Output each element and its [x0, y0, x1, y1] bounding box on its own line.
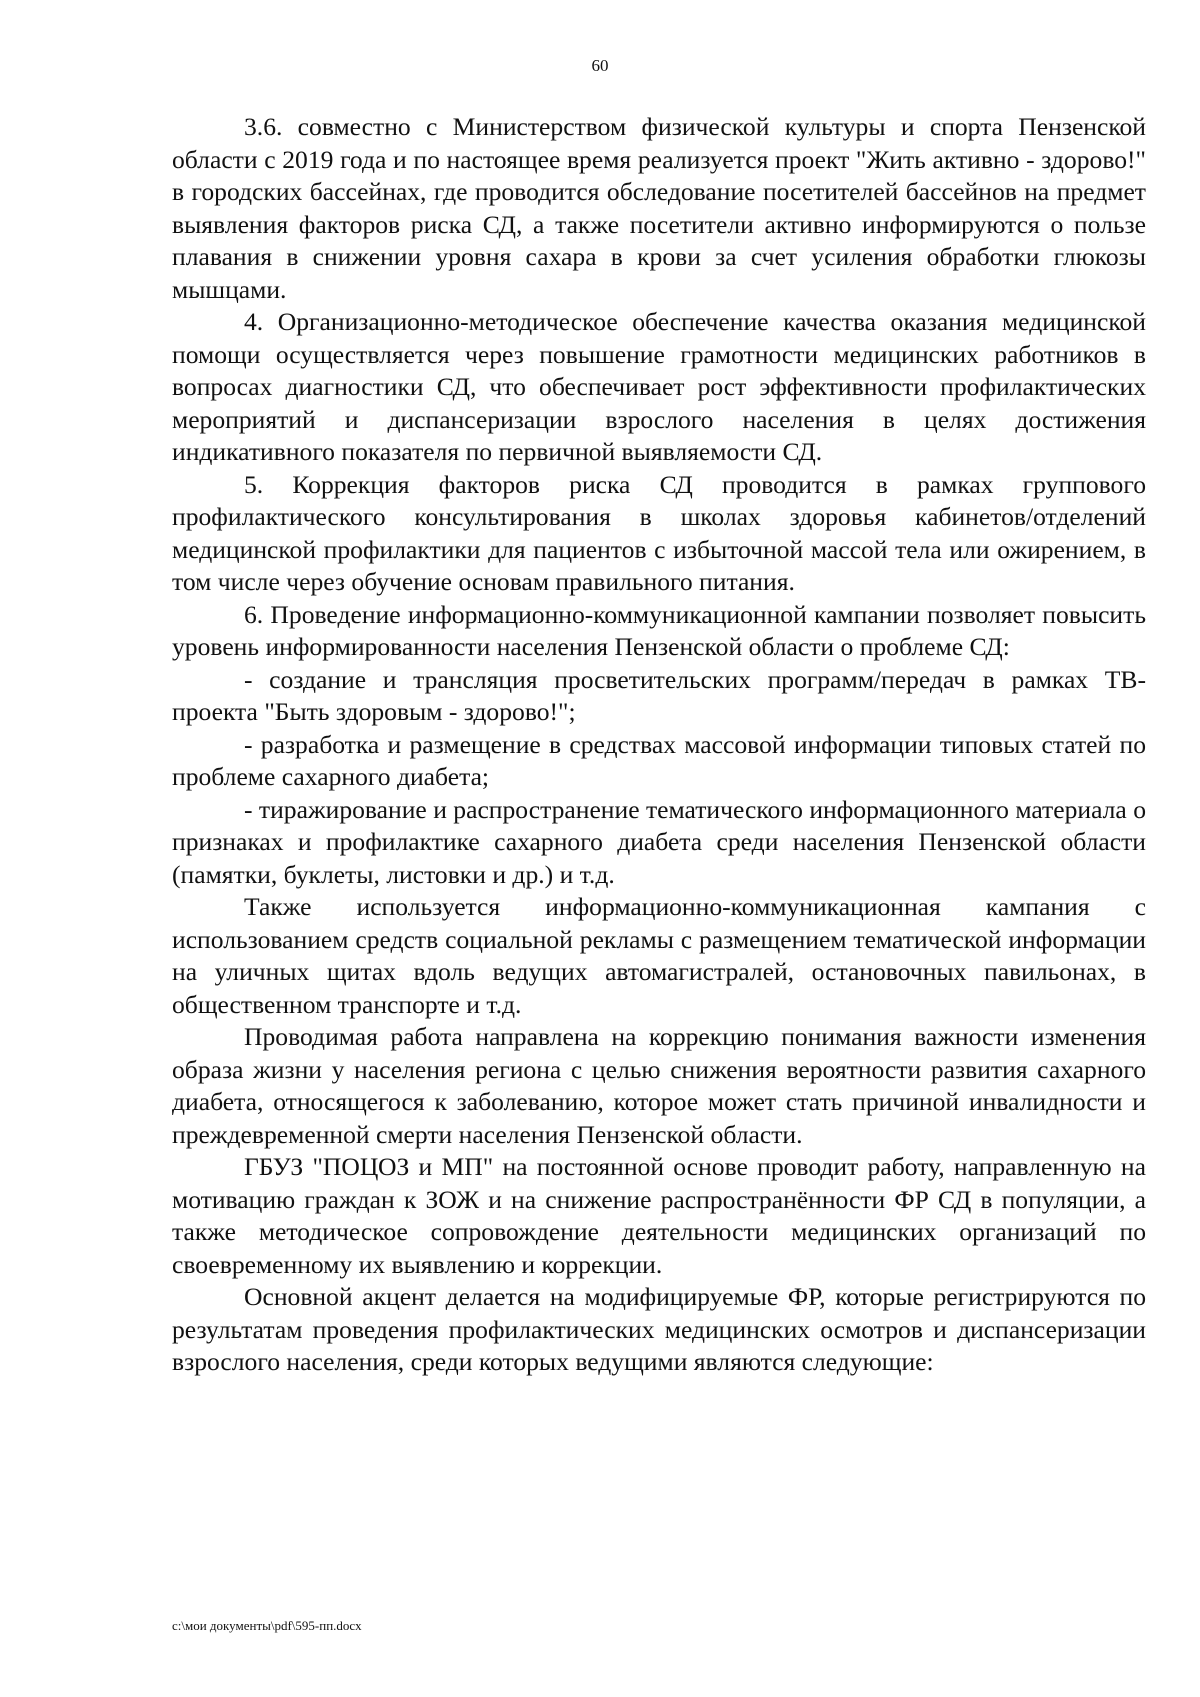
paragraph-5: 5. Коррекция факторов риска СД проводится в рамках группового профилактического консультирования в школах здоровья кабинетов/отделений медицинской профилактики для пациентов с избыточной массой тела или ожирением, в том числе через обучение основам правильного питания.	[172, 469, 1146, 596]
paragraph-4: 4. Организационно-методическое обеспечение качества оказания медицинской помощи осуществляется через повышение грамотности медицинских работников в вопросах диагностики СД, что обеспечивает рост эффективности профилактических мероприятий и диспансеризации взрослого населения в целях достижения индикативного показателя по первичной выявляемости СД.	[172, 307, 1146, 466]
paragraph-6: 6. Проведение информационно-коммуникационной кампании позволяет повысить уровень информированности населения Пензенской области о проблеме СД:	[172, 599, 1146, 661]
list-item-printed-materials: - тиражирование и распространение тематического информационного материала о признаках и профилактике сахарного диабета среди населения Пензенской области (памятки, буклеты, листовки и др.) и т.д.	[172, 794, 1146, 889]
list-item-media-articles: - разработка и размещение в средствах массовой информации типовых статей по проблеме сахарного диабета;	[172, 729, 1146, 791]
paragraph-work-direction: Проводимая работа направлена на коррекцию понимания важности изменения образа жизни у населения региона с целью снижения вероятности развития сахарного диабета, относящегося к заболеванию, которое может стать причиной инвалидности и преждевременной смерти населения Пензенской области.	[172, 1022, 1146, 1149]
document-body	[172, 111, 1146, 1379]
paragraph-social-advertising: Также используется информационно-коммуникационная кампания с использованием средств социальной рекламы с размещением тематической информации на уличных щитах вдоль ведущих автомагистралей, остановочных павильонах, в общественном транспорте и т.д.	[172, 892, 1146, 1019]
page-number: 60	[591, 56, 609, 75]
paragraph-3-6: 3.6. совместно с Министерством физической культуры и спорта Пензенской области с 2019 года и по настоящее время реализуется проект "Жить активно - здорово!" в городских бассейнах, где проводится обследование посетителей бассейнов на предмет выявления факторов риска СД, а также посетители активно информируются о пользе плавания в снижении уровня сахара в крови за счет усиления обработки глюкозы мышцами.	[172, 112, 1146, 304]
footer-file-path: c:\мои документы\pdf\595-пп.docx	[172, 1618, 362, 1633]
paragraph-gbuz: ГБУЗ "ПОЦОЗ и МП" на постоянной основе проводит работу, направленную на мотивацию граждан к ЗОЖ и на снижение распространённости ФР СД в популяции, а также методическое сопровождение деятельности медицинских организаций по своевременному их выявлению и коррекции.	[172, 1152, 1146, 1279]
paragraph-main-focus: Основной акцент делается на модифицируемые ФР, которые регистрируются по результатам проведения профилактических медицинских осмотров и диспансеризации взрослого населения, среди которых ведущими являются следующие:	[172, 1282, 1146, 1376]
list-item-tv-project: - создание и трансляция просветительских программ/передач в рамках ТВ-проекта "Быть здоровым - здорово!";	[172, 664, 1146, 726]
